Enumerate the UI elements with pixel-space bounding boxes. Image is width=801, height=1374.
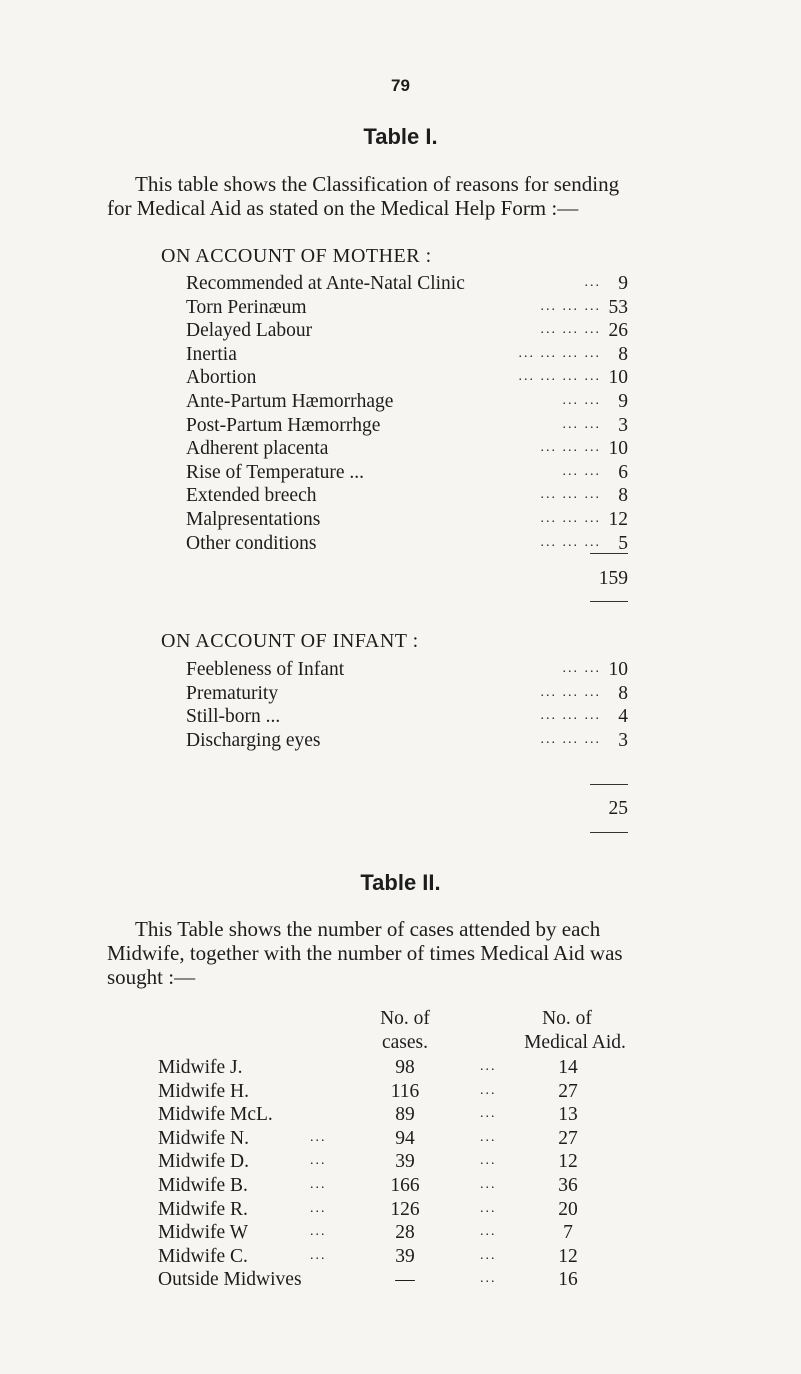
mother-row-dots: ...: [584, 275, 601, 290]
midwife-name: Midwife W: [158, 1222, 249, 1244]
infant-row-value: 10: [608, 659, 628, 680]
col-cases-header-2: cases.: [381, 1032, 429, 1053]
mother-row-label: Rise of Temperature ...: [186, 461, 365, 483]
medical-aid-count: 12: [558, 1245, 578, 1267]
mother-row-label: Torn Perinæum: [186, 296, 307, 318]
mother-row-dots: ... ... ...: [540, 487, 601, 503]
mother-row: [0, 415, 801, 439]
midwife-name: Midwife H.: [158, 1080, 249, 1102]
medical-aid-count: 13: [558, 1104, 578, 1126]
table2-intro-line3: sought :—: [107, 965, 196, 989]
midwife-name: Midwife N.: [158, 1127, 249, 1149]
cases-count: —: [395, 1269, 415, 1291]
cases-count: 98: [395, 1057, 415, 1078]
mother-row-value: 53: [608, 296, 628, 318]
mother-row-value: 9: [618, 273, 628, 294]
mother-row-label: Malpresentations: [186, 509, 321, 530]
midwife-dots: ...: [310, 1247, 327, 1263]
mother-row-label: Other conditions: [186, 532, 317, 554]
infant-total: 25: [608, 798, 628, 819]
infant-row-value: 3: [618, 729, 628, 751]
aid-dots: ...: [480, 1224, 497, 1240]
infant-row-label: Discharging eyes: [186, 729, 321, 751]
mother-row: [0, 485, 801, 509]
medical-aid-count: 20: [558, 1198, 578, 1220]
mother-row-dots: ... ... ... ...: [518, 345, 601, 361]
mother-row-dots: ... ...: [562, 393, 601, 408]
mother-row-value: 5: [618, 532, 628, 554]
table2-header-line1: [0, 1008, 801, 1032]
mother-row-value: 8: [618, 343, 628, 365]
cases-count: 89: [395, 1104, 415, 1126]
table2-row: [0, 1081, 801, 1105]
table2-header-line2: [0, 1032, 801, 1056]
aid-dots: ...: [480, 1200, 497, 1216]
midwife-dots: ...: [310, 1177, 327, 1192]
mother-row: [0, 462, 801, 486]
cases-count: 94: [395, 1127, 415, 1149]
medical-aid-count: 7: [563, 1222, 573, 1244]
table2-row: [0, 1128, 801, 1152]
midwife-dots: ...: [310, 1200, 327, 1216]
table2-row: [0, 1151, 801, 1175]
mother-row: [0, 391, 801, 415]
table2-row: [0, 1246, 801, 1270]
medical-aid-count: 14: [558, 1057, 578, 1078]
midwife-dots: ...: [310, 1153, 327, 1169]
mother-row-dots: ... ...: [562, 463, 601, 479]
infant-row-label: Feebleness of Infant: [186, 659, 345, 680]
col-cases-header-1: No. of: [380, 1008, 430, 1029]
infant-row-dots: ... ... ...: [540, 731, 601, 747]
medical-aid-count: 16: [558, 1269, 578, 1291]
cases-count: 39: [395, 1245, 415, 1267]
table2-title: Table II.: [360, 870, 441, 895]
infant-row-dots: ... ... ...: [540, 684, 601, 700]
col-aid-header-1: No. of: [542, 1008, 592, 1029]
midwife-name: Midwife C.: [158, 1245, 248, 1267]
cases-count: 28: [395, 1222, 415, 1244]
mother-row: [0, 297, 801, 321]
col-aid-header-2: Medical Aid.: [524, 1032, 626, 1053]
aid-dots: ...: [480, 1247, 497, 1263]
aid-dots: ...: [480, 1129, 497, 1145]
aid-dots: ...: [480, 1106, 497, 1122]
medical-aid-count: 27: [558, 1080, 578, 1102]
mother-row-value: 9: [618, 391, 628, 412]
table2-row: [0, 1199, 801, 1223]
cases-count: 39: [395, 1151, 415, 1173]
mother-row-value: 6: [618, 461, 628, 483]
table2-row: [0, 1104, 801, 1128]
infant-heading: ON ACCOUNT OF INFANT :: [161, 630, 419, 652]
medical-aid-count: 12: [558, 1151, 578, 1173]
infant-row: [0, 683, 801, 707]
mother-row-dots: ... ... ...: [540, 322, 601, 338]
mother-row-label: Inertia: [186, 343, 237, 365]
midwife-name: Midwife B.: [158, 1175, 248, 1196]
cases-count: 166: [390, 1175, 420, 1196]
infant-row: [0, 706, 801, 730]
infant-total-rule-bottom: [590, 832, 628, 833]
table2-row: [0, 1269, 801, 1293]
mother-row: [0, 533, 801, 557]
midwife-name: Outside Midwives: [158, 1269, 302, 1291]
table2-intro-line1: This Table shows the number of cases attended by each: [135, 917, 601, 941]
infant-row: [0, 659, 801, 683]
infant-row: [0, 730, 801, 754]
midwife-name: Midwife R.: [158, 1198, 248, 1220]
mother-row-label: Delayed Labour: [186, 320, 313, 342]
mother-row-label: Recommended at Ante-Natal Clinic: [186, 273, 465, 294]
midwife-name: Midwife J.: [158, 1057, 243, 1078]
mother-row-dots: ... ... ...: [540, 534, 601, 550]
aid-dots: ...: [480, 1082, 497, 1098]
infant-row-dots: ... ... ...: [540, 708, 601, 724]
mother-row-value: 12: [608, 509, 628, 530]
mother-row: [0, 344, 801, 368]
mother-row-dots: ... ...: [562, 416, 601, 432]
mother-row: [0, 320, 801, 344]
mother-row-value: 10: [608, 438, 628, 460]
medical-aid-count: 36: [558, 1175, 578, 1196]
midwife-dots: ...: [310, 1129, 327, 1145]
table2-row: [0, 1222, 801, 1246]
cases-count: 126: [390, 1198, 420, 1220]
infant-row-label: Still-born ...: [186, 706, 281, 728]
mother-heading: ON ACCOUNT OF MOTHER :: [161, 245, 432, 267]
mother-row: [0, 509, 801, 533]
midwife-dots: ...: [310, 1224, 327, 1240]
mother-row: [0, 438, 801, 462]
mother-row-dots: ... ... ...: [540, 440, 601, 456]
page-number: 79: [391, 76, 410, 95]
infant-row-label: Prematurity: [186, 682, 279, 704]
table2-intro-line2: Midwife, together with the number of times Medical Aid was: [107, 941, 623, 965]
table1-intro-line1: This table shows the Classification of reasons for sending: [135, 172, 620, 196]
table2-row: [0, 1175, 801, 1199]
mother-row-value: 10: [608, 367, 628, 389]
mother-row-value: 26: [608, 320, 628, 342]
mother-row-value: 8: [618, 485, 628, 507]
mother-row-label: Extended breech: [186, 485, 317, 507]
midwife-name: Midwife D.: [158, 1151, 249, 1173]
infant-row-dots: ... ...: [562, 661, 601, 676]
mother-total-rule-bottom: [590, 601, 628, 602]
table1-intro-line2: for Medical Aid as stated on the Medical Help Form :—: [107, 196, 579, 220]
mother-total: 159: [598, 568, 628, 589]
infant-row-value: 8: [618, 682, 628, 704]
mother-row: [0, 273, 801, 297]
midwife-name: Midwife McL.: [158, 1104, 273, 1126]
mother-row-dots: ... ... ...: [540, 298, 601, 314]
table1-title: Table I.: [363, 124, 438, 149]
aid-dots: ...: [480, 1153, 497, 1169]
mother-row-label: Ante-Partum Hæmorrhage: [186, 391, 394, 412]
aid-dots: ...: [480, 1271, 497, 1287]
cases-count: 116: [390, 1080, 420, 1102]
infant-row-value: 4: [618, 706, 628, 728]
mother-row-label: Adherent placenta: [186, 438, 329, 460]
mother-row: [0, 367, 801, 391]
infant-total-rule-top: [590, 784, 628, 785]
aid-dots: ...: [480, 1059, 497, 1074]
mother-row-label: Abortion: [186, 367, 257, 389]
medical-aid-count: 27: [558, 1127, 578, 1149]
mother-row-value: 3: [618, 414, 628, 436]
table2-row: [0, 1057, 801, 1081]
mother-total-rule-top: [590, 553, 628, 554]
aid-dots: ...: [480, 1177, 497, 1192]
mother-row-label: Post-Partum Hæmorrhge: [186, 414, 381, 436]
mother-row-dots: ... ... ... ...: [518, 369, 601, 385]
mother-row-dots: ... ... ...: [540, 511, 601, 526]
